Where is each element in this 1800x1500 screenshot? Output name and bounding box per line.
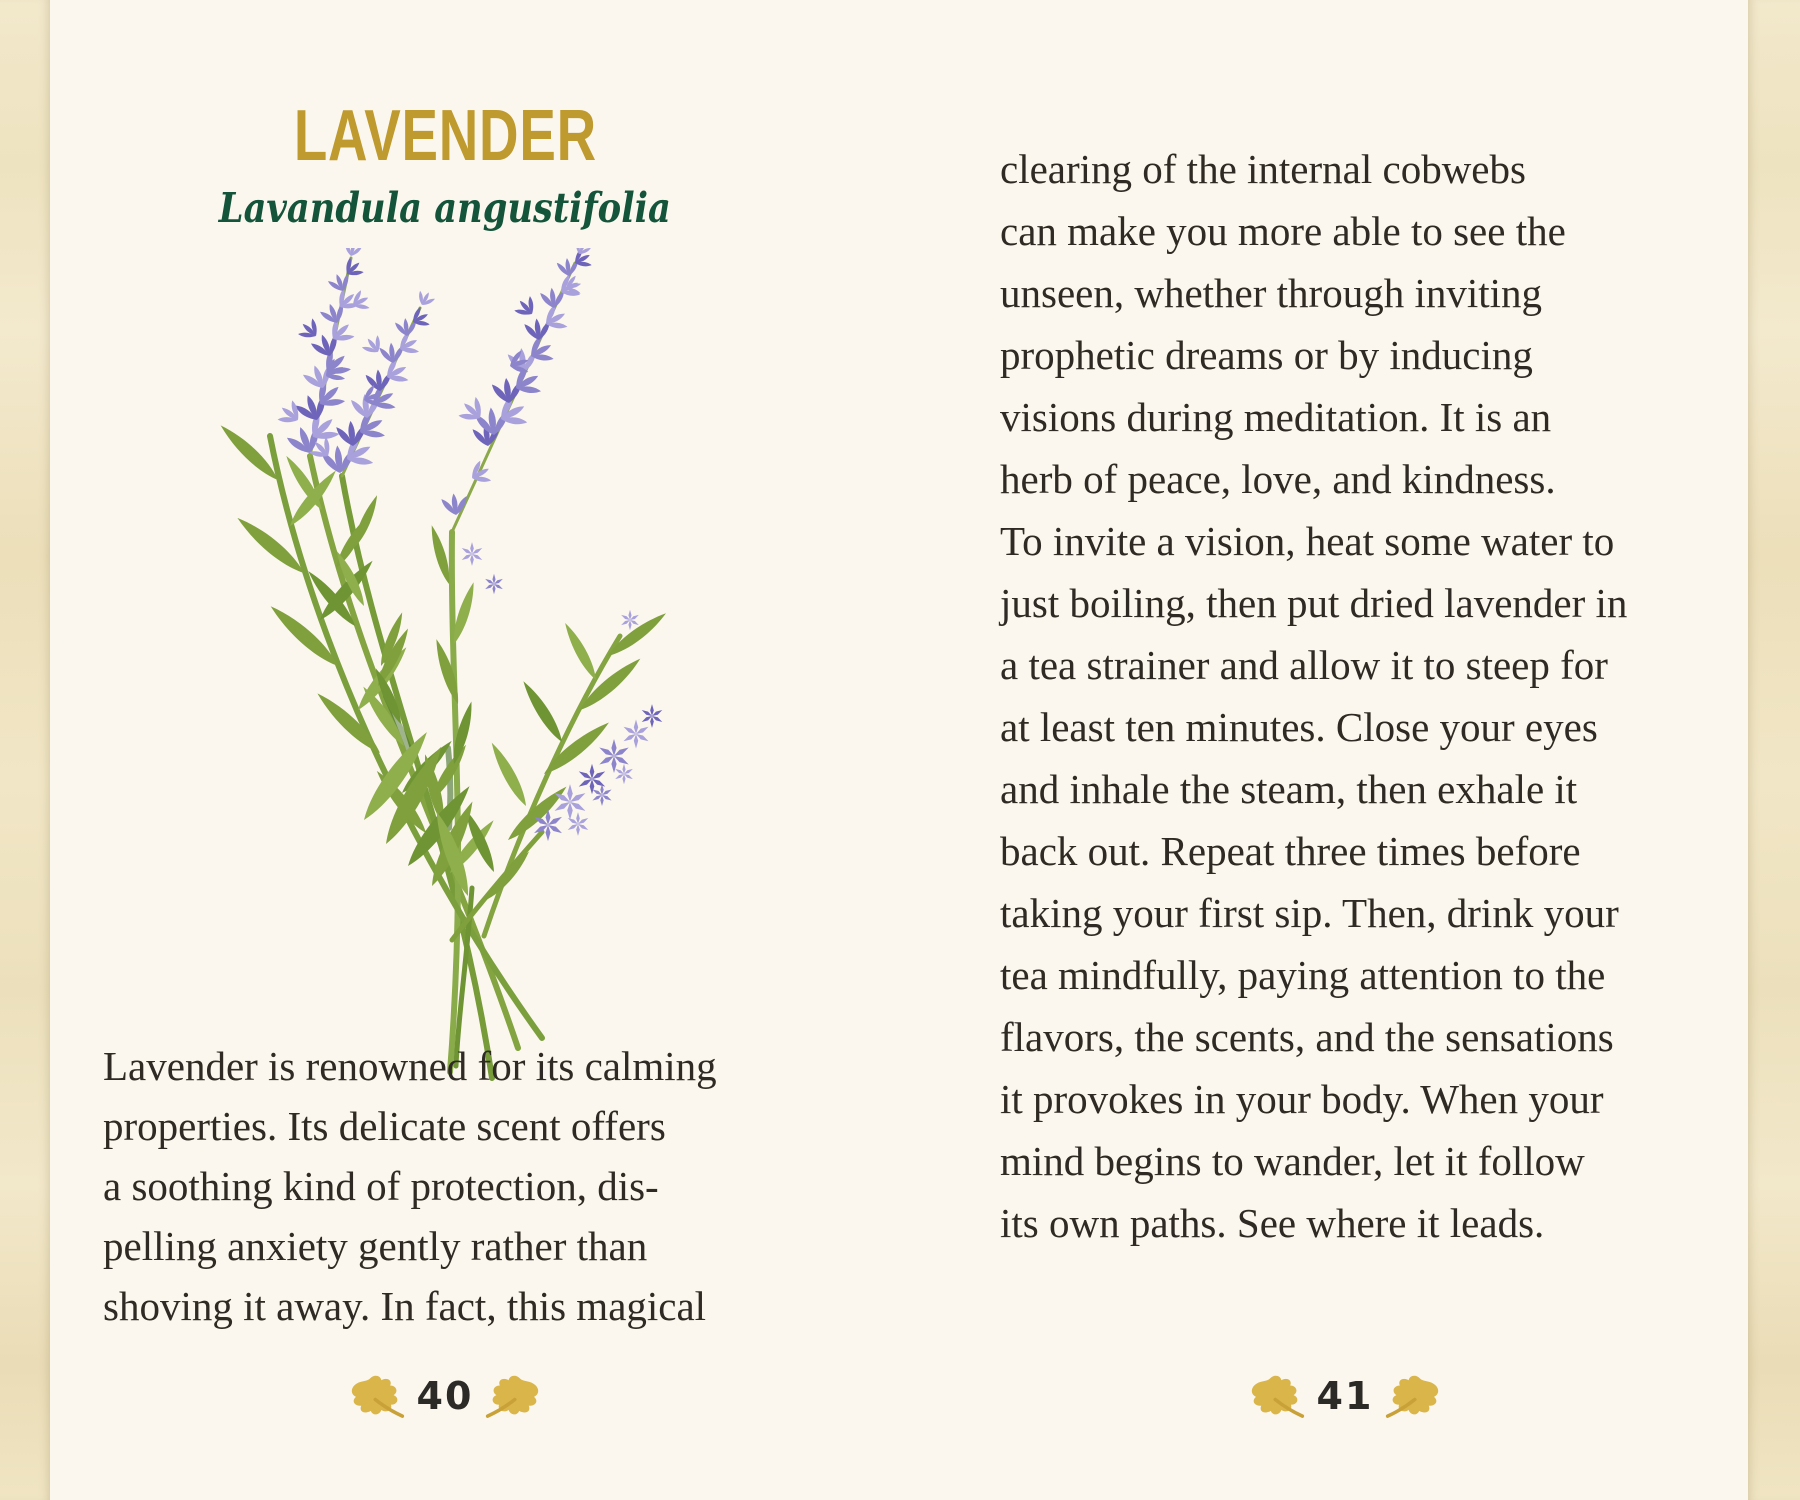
body-line: tea mindfully, paying attention to the (1000, 952, 1606, 998)
body-line: at least ten minutes. Close your eyes (1000, 704, 1598, 750)
page-edge-left (0, 0, 50, 1500)
body-line: pelling anxiety gently rather than (103, 1223, 648, 1269)
body-line: unseen, whether through inviting (1000, 270, 1543, 316)
page-number: 41 (1316, 1374, 1374, 1418)
right-page-paragraph (1000, 138, 1700, 1254)
oak-leaf-icon (1249, 1373, 1305, 1419)
right-page-footer (1000, 1368, 1690, 1424)
body-line: visions during meditation. It is an (1000, 394, 1552, 440)
body-line: prophetic dreams or by inducing (1000, 332, 1533, 378)
body-line: and inhale the steam, then exhale it (1000, 766, 1578, 812)
latin-name-wrap (97, 182, 793, 234)
body-line: properties. Its delicate scent offers (103, 1103, 666, 1149)
chapter-title-wrap (97, 96, 793, 176)
body-line: flavors, the scents, and the sensations (1000, 1014, 1614, 1060)
star-florets (461, 542, 663, 841)
flower-spikes (273, 248, 595, 519)
lavender-illustration (150, 248, 740, 1088)
page-edge-right (1748, 0, 1800, 1500)
oak-leaf-icon (1385, 1373, 1441, 1419)
body-line: mind begins to wander, let it follow (1000, 1138, 1585, 1184)
body-line: taking your first sip. Then, drink your (1000, 890, 1619, 936)
body-line: it provokes in your body. When your (1000, 1076, 1604, 1122)
body-line: clearing of the internal cobwebs (1000, 146, 1526, 192)
body-line: its own paths. See where it leads. (1000, 1200, 1545, 1246)
page-number: 40 (416, 1374, 474, 1418)
oak-leaf-icon (349, 1373, 405, 1419)
body-line: just boiling, then put dried lavender in (1000, 580, 1628, 626)
body-line: Lavender is renowned for its calming (103, 1043, 717, 1089)
oak-leaf-icon (485, 1373, 541, 1419)
body-line: back out. Repeat three times before (1000, 828, 1581, 874)
chapter-title: LAVENDER (293, 96, 597, 176)
body-line: shoving it away. In fact, this magical (103, 1283, 707, 1329)
latin-name: Lavandula angustifolia (218, 184, 672, 232)
body-line: To invite a vision, heat some water to (1000, 518, 1615, 564)
body-line: herb of peace, love, and kindness. (1000, 456, 1556, 502)
body-line: can make you more able to see the (1000, 208, 1566, 254)
left-page-footer (97, 1368, 793, 1424)
body-line: a tea strainer and allow it to steep for (1000, 642, 1608, 688)
left-page-paragraph (103, 1036, 803, 1336)
body-line: a soothing kind of protection, dis- (103, 1163, 659, 1209)
